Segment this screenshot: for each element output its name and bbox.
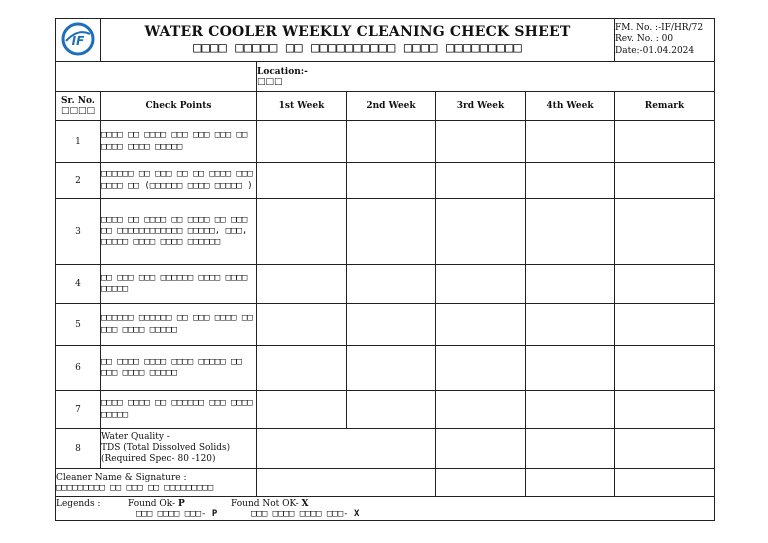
week2-cell[interactable] (347, 346, 436, 391)
page-title-hindi: □□□□ □□□□□ □□ □□□□□□□□□□ □□□□ □□□□□□□□□ (193, 40, 522, 56)
row-sr: 4 (56, 265, 101, 304)
row-sr: 7 (56, 391, 101, 429)
week4-cell[interactable] (526, 199, 615, 265)
title-cell (101, 19, 615, 62)
remark-cell[interactable] (615, 391, 715, 429)
week1-cell[interactable] (257, 121, 347, 163)
remark-cell[interactable] (615, 346, 715, 391)
check-point-text: □□ □□□□ □□□□ □□□□ □□□□□ □□ □□□ □□□□ □□□□□ (101, 346, 257, 391)
table-row (56, 265, 715, 304)
row-sr: 1 (56, 121, 101, 163)
week1-cell[interactable] (257, 199, 347, 265)
check-point-text: □□□□□□ □□ □□□ □□ □□ □□□□ □□□ □□□□ □□ (□□□□□□ □□□□ □□□□□ ) (101, 163, 257, 199)
location-field[interactable] (257, 62, 715, 92)
column-header-week2: 2nd Week (347, 92, 436, 121)
column-header-week1: 1st Week (257, 92, 347, 121)
cleaner-week4-cell[interactable] (526, 469, 615, 497)
legends-label: Legends : (56, 498, 101, 509)
week4-cell[interactable] (526, 121, 615, 163)
row-sr: 6 (56, 346, 101, 391)
water-quality-text: Water Quality - TDS (Total Dissolved Solids) (Required Spec- 80 -120) (101, 429, 257, 469)
location-label-hindi: □□□ (257, 76, 283, 87)
row-sr: 2 (56, 163, 101, 199)
remark-cell[interactable] (615, 304, 715, 346)
cleaner-week3-cell[interactable] (436, 469, 526, 497)
table-row (56, 304, 715, 346)
check-sheet-table (55, 18, 715, 521)
week1-cell[interactable] (257, 391, 347, 429)
table-row (56, 429, 715, 469)
week1-cell[interactable] (257, 265, 347, 304)
week1-cell[interactable] (257, 346, 347, 391)
week3-cell[interactable] (436, 163, 526, 199)
row-sr: 5 (56, 304, 101, 346)
week3-cell[interactable] (436, 346, 526, 391)
check-point-text: □□□□□□ □□□□□□ □□ □□□ □□□□ □□ □□□ □□□□ □□□□□ (101, 304, 257, 346)
row-sr: 3 (56, 199, 101, 265)
week3-cell[interactable] (436, 265, 526, 304)
check-point-text: □□ □□□ □□□ □□□□□□ □□□□ □□□□ □□□□□ (101, 265, 257, 304)
week2-cell[interactable] (347, 121, 436, 163)
remark-cell[interactable] (615, 265, 715, 304)
check-point-text: □□□□ □□□□ □□ □□□□□□ □□□ □□□□ □□□□□ (101, 391, 257, 429)
week4-cell[interactable] (526, 429, 615, 469)
column-header-week3: 3rd Week (436, 92, 526, 121)
week4-cell[interactable] (526, 304, 615, 346)
location-label: Location:- (257, 66, 308, 77)
week3-cell[interactable] (436, 199, 526, 265)
week2-cell[interactable] (347, 163, 436, 199)
week3-cell[interactable] (436, 121, 526, 163)
table-row (56, 163, 715, 199)
row-sr: 8 (56, 429, 101, 469)
remark-cell[interactable] (615, 163, 715, 199)
cleaner-week1-2-cell[interactable] (257, 469, 436, 497)
week4-cell[interactable] (526, 346, 615, 391)
week3-cell[interactable] (436, 304, 526, 346)
column-header-week4: 4th Week (526, 92, 615, 121)
table-row (56, 391, 715, 429)
page-title: WATER COOLER WEEKLY CLEANING CHECK SHEET (144, 23, 571, 40)
tds-week1-2-cell[interactable] (257, 429, 436, 469)
legends: Legends : Found Ok- P Found Not OK- X □□□ □□□□ □□□- P □□□ □□□□ □□□□ □□□- X (56, 497, 715, 521)
column-header-remark: Remark (615, 92, 715, 121)
check-point-text: □□□□ □□ □□□□ □□□ □□□ □□□ □□ □□□□ □□□□ □□□□□ (101, 121, 257, 163)
table-row (56, 121, 715, 163)
week4-cell[interactable] (526, 163, 615, 199)
logo-text: IF (71, 33, 85, 48)
week2-cell[interactable] (347, 304, 436, 346)
cleaner-remark-cell[interactable] (615, 469, 715, 497)
column-header-check-points: Check Points (101, 92, 257, 121)
week4-cell[interactable] (526, 265, 615, 304)
remark-cell[interactable] (615, 121, 715, 163)
location-blank (56, 62, 257, 92)
logo-cell (56, 19, 101, 62)
check-point-text: □□□□ □□ □□□□ □□ □□□□ □□ □□□ □□ □□□□□□□□□□□□ □□□□□, □□□, □□□□□ □□□□ □□□□ □□□□□□ (101, 199, 257, 265)
revision-number: Rev. No. : 00 (615, 34, 674, 45)
column-header-sr: Sr. No. □□□□ (56, 92, 101, 121)
company-logo (61, 22, 95, 56)
week3-cell[interactable] (436, 429, 526, 469)
form-date: Date:-01.04.2024 (615, 45, 695, 56)
table-row (56, 199, 715, 265)
week3-cell[interactable] (436, 391, 526, 429)
week2-cell[interactable] (347, 199, 436, 265)
cleaner-signature-label: Cleaner Name & Signature : □□□□□□□□□ □□ □□□ □□ □□□□□□□□□ (56, 469, 257, 497)
remark-cell[interactable] (615, 199, 715, 265)
remark-cell[interactable] (615, 429, 715, 469)
week4-cell[interactable] (526, 391, 615, 429)
week2-cell[interactable] (347, 265, 436, 304)
week1-cell[interactable] (257, 163, 347, 199)
week1-cell[interactable] (257, 304, 347, 346)
week2-cell[interactable] (347, 391, 436, 429)
table-row (56, 346, 715, 391)
form-meta (615, 19, 715, 62)
form-number: FM. No. :-IF/HR/72 (615, 23, 704, 34)
